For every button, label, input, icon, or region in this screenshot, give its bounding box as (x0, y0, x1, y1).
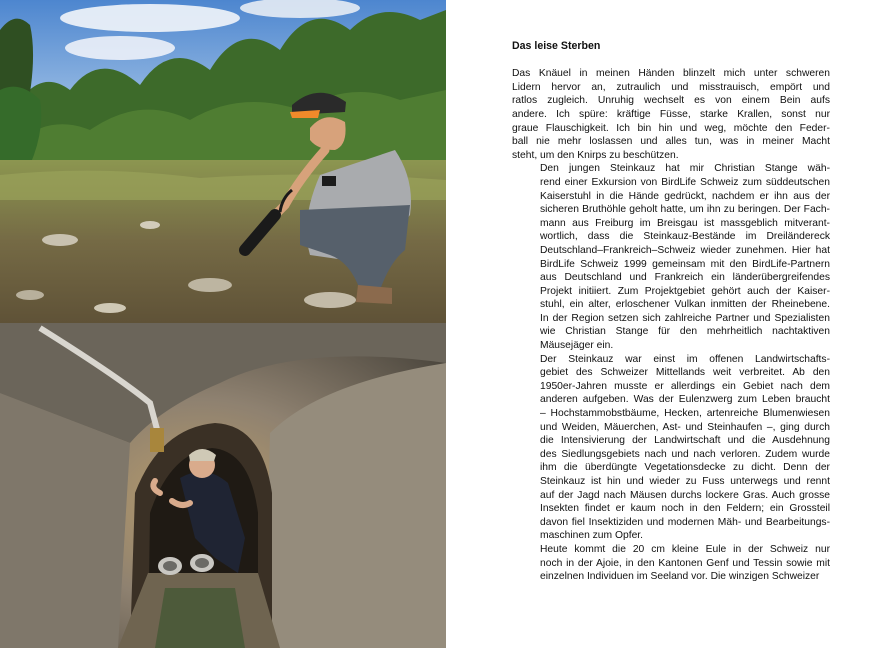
photo-tunnel (0, 323, 446, 648)
text-line: ball nie mehr loslassen und alles tun, was in meiner Macht (512, 136, 830, 148)
text-line: Deutschland–Frankreich–Schweiz wieder zunehmen. Hier hat (540, 244, 830, 256)
photo-meadow-field-recording (0, 0, 446, 323)
article-paragraph (512, 543, 830, 584)
text-line: In der Region setzen sich zahlreiche Partner und Spezialisten (540, 312, 830, 324)
article-paragraph (512, 67, 830, 162)
text-line: – Hochstammobstbäume, Hecken, artenreiche Blumenwiesen (540, 408, 830, 420)
article-body (512, 67, 830, 584)
text-line: ratlos zugleich. Unruhig wechselt es von einem Bein aufs (512, 95, 830, 107)
text-line: sicheren Bruthöhle geholt hatte, um ihn zu beringen. Der Fach- (540, 204, 830, 216)
text-line: maschinen zum Opfer. (540, 530, 644, 542)
text-line: Projekt initiiert. Zum Projektgebiet gehört auch der Kaiser- (540, 285, 830, 297)
text-line: gebiet des Schweizer Mittellands weit verbreitet. Ab den (540, 367, 830, 379)
article-paragraph (512, 353, 830, 543)
text-line: graue Flauschigkeit. Ich bin hin und weg, möchte den Feder- (512, 122, 830, 134)
text-line: davon fiel Insektiziden und modernen Mäh- und Bearbeitungs- (540, 516, 830, 528)
article-heading: Das leise Sterben (512, 40, 601, 52)
text-line: des Siedlungsgebiets nach und nach verloren. Zudem wurde (540, 448, 830, 460)
text-line: noch in der Ajoie, in den Kantonen Genf und Tessin sowie mit (540, 557, 830, 569)
text-line: steht, um den Knirps zu beschützen. (512, 149, 679, 161)
text-line: stuhl, ein alter, erloschener Vulkan inmitten der Rheinebene. (540, 299, 830, 311)
article-paragraph (512, 162, 830, 352)
text-line: rend einer Exkursion von BirdLife Schweiz zum süddeutschen (540, 176, 830, 188)
text-line: Der Steinkauz war einst im offenen Landwirtschafts- (540, 353, 830, 365)
text-line: Das Knäuel in meinen Händen blinzelt mich unter schweren (512, 68, 830, 80)
text-line: Den jungen Steinkauz hat mir Christian Stange wäh- (540, 163, 830, 175)
text-line: wie Christian Stange für den mehrheitlich nachtaktiven (540, 326, 830, 338)
text-line: auf der Jagd nach Mäusen durchs lockere Gras. Auch grosse (540, 489, 830, 501)
text-line: Lidern hervor an, zutraulich und misstrauisch, empört und (512, 81, 830, 93)
text-line: andere. Ich spüre: kräftige Füsse, starke Krallen, sonst nur (512, 108, 830, 120)
text-line: Heute kommt die 20 cm kleine Eule in der Schweiz nur (540, 543, 830, 555)
article-text (512, 40, 830, 584)
text-line: mann aus Freiburg im Breisgau ist massgeblich mitverant- (540, 217, 830, 229)
text-line: Kaiserstuhl in die Hände gedrückt, nachdem er ihn aus der (540, 190, 830, 202)
text-line: anderen aufgeben. Was der Eulenzwerg zum Leben braucht (540, 394, 830, 406)
text-line: ihm die überdüngte Vegetationsdecke zu dicht. Denn der (540, 462, 830, 474)
text-line: Mäusejäger ein. (540, 340, 614, 352)
text-line: Steinkauz ist hin und wieder zu Fuss unterwegs und rennt (540, 476, 830, 487)
text-line: 1950er-Jahren musste er allerdings ein Gebiet nach dem (540, 380, 830, 392)
text-line: BirdLife Schweiz 1999 gemeinsam mit den BirdLife-Partnern (540, 258, 830, 270)
text-line: Insekten findet er kaum noch in den Feldern; ein Grossteil (540, 503, 830, 515)
text-line: aus Deutschland und Frankreich ein länderübergreifendes (540, 272, 830, 284)
text-line: einzelnen Individuen im Seeland vor. Die winzigen Schweizer (540, 571, 820, 583)
text-line: und Weiden, Mäuerchen, Ast- und Steinhaufen –, ging durch (540, 421, 830, 433)
text-line: die Intensivierung der Landwirtschaft und die Ausdehnung (540, 435, 830, 447)
text-line: wortlich, dass die Steinkauz-Bestände im Dreiländereck (540, 231, 830, 243)
